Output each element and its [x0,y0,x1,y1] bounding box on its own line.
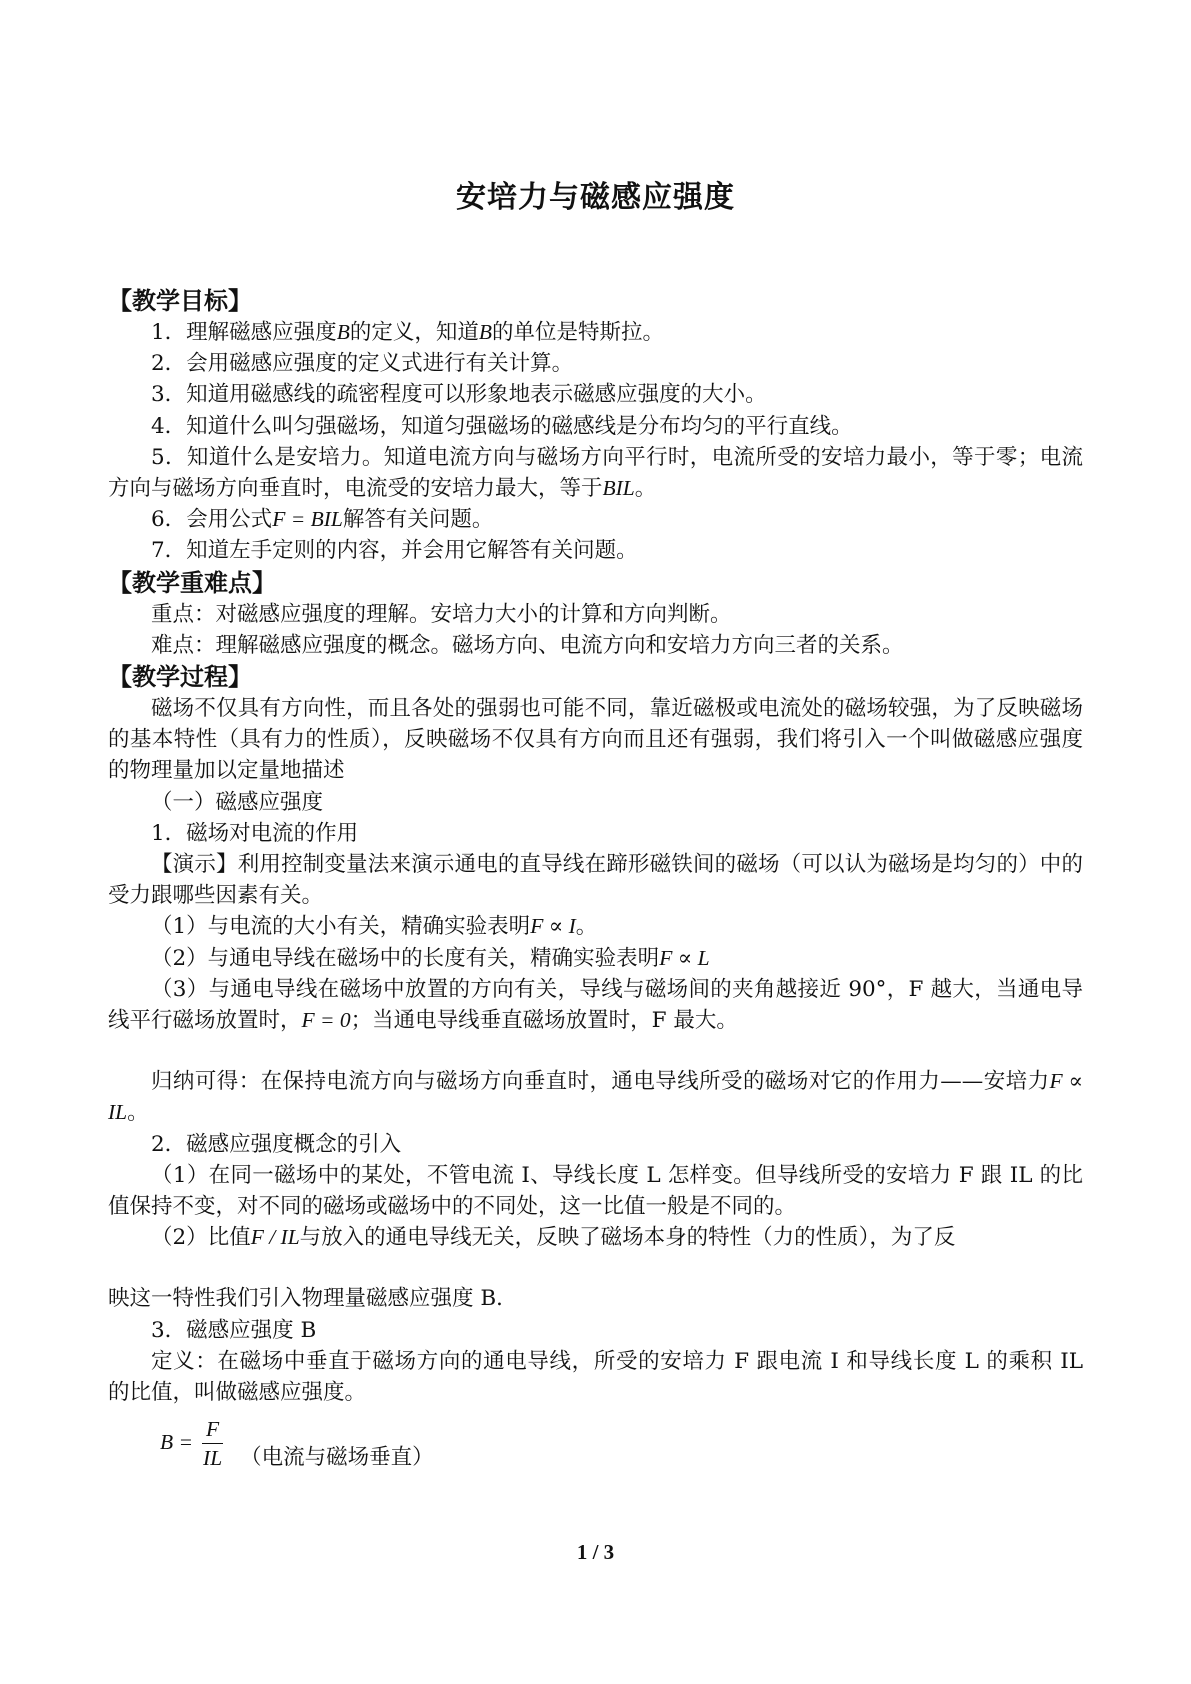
page-number: 1 / 3 [576,1540,615,1564]
spacer [108,1253,1083,1283]
finding-item: （3）与通电导线在磁场中放置的方向有关，导线与磁场间的夹角越接近 90°，F 越大，当通电导线平行磁场放置时，F = 0；当通电导线垂直磁场放置时，F 最大。 [108,976,1083,1034]
formula-numerator: F [202,1415,223,1444]
subsection-heading: 2．磁感应强度概念的引入 [151,1131,402,1157]
process-intro: 磁场不仅具有方向性，而且各处的强弱也可能不同，靠近磁极或电流处的磁场较强，为了反映磁场的基本特性（具有力的性质），反映磁场不仅具有方向而且还有强弱，我们将引入一个叫做磁感应强度的物理量加以定量地描述 [108,696,1083,784]
summary-paragraph: 归纳可得：在保持电流方向与磁场方向垂直时，通电导线所受的磁场对它的作用力——安培力F ∝ IL。 [108,1069,1083,1126]
spacer [108,1036,1083,1066]
formula-note: （电流与磁场垂直） [240,1445,434,1471]
definition-paragraph: 定义：在磁场中垂直于磁场方向的通电导线，所受的安培力 F 跟电流 I 和导线长度 L 的乘积 IL 的比值，叫做磁感应强度。 [108,1348,1083,1406]
finding-item: （1）与电流的大小有关，精确实验表明F ∝ I。 [151,914,598,940]
concept-paragraph-continued: 映这一特性我们引入物理量磁感应强度 B． [108,1286,518,1312]
formula-lhs: B = [160,1430,194,1455]
concept-paragraph: （2）比值F / IL与放入的通电导线无关，反映了磁场本身的特性（力的性质），为了反 [151,1225,956,1251]
keypoints-heading: 【教学重难点】 [108,568,276,597]
demo-paragraph: 【演示】利用控制变量法来演示通电的直导线在蹄形磁铁间的磁场（可以认为磁场是均匀的）中的受力跟哪些因素有关。 [108,852,1083,909]
part-heading: （一）磁感应强度 [151,789,324,815]
keypoint-difficulty: 难点：理解磁感应强度的概念。磁场方向、电流方向和安培力方向三者的关系。 [151,632,904,658]
subsection-heading: 3．磁感应强度 B [151,1317,317,1343]
concept-paragraph: （1）在同一磁场中的某处，不管电流 I、导线长度 L 怎样变。但导线所受的安培力 F 跟 IL 的比值保持不变，对不同的磁场或磁场中的不同处，这一比值一般是不同的。 [108,1162,1083,1220]
document-body [108,285,1083,1474]
objective-item: 1．理解磁感应强度B的定义，知道B的单位是特斯拉。 [151,320,664,345]
objective-item: 6．会用公式F = BIL解答有关问题。 [151,507,494,533]
finding-item: （2）与通电导线在磁场中的长度有关，精确实验表明F ∝ L [151,945,710,971]
objective-item: 3．知道用磁感线的疏密程度可以形象地表示磁感应强度的大小。 [151,382,767,408]
subsection-heading: 1．磁场对电流的作用 [151,820,359,846]
objectives-heading: 【教学目标】 [108,287,252,315]
objective-item: 7．知道左手定则的内容，并会用它解答有关问题。 [151,538,638,564]
objective-item: 4．知道什么叫匀强磁场，知道匀强磁场的磁感线是分布均匀的平行直线。 [151,413,853,439]
definition-formula [108,1414,1083,1473]
keypoint-focus: 重点：对磁感应强度的理解。安培力大小的计算和方向判断。 [151,601,732,627]
formula-fraction [199,1415,226,1472]
objective-item: 2．会用磁感应强度的定义式进行有关计算。 [151,351,574,377]
formula-denominator: IL [203,1446,223,1471]
process-heading: 【教学过程】 [108,663,252,692]
document-title: 安培力与磁感应强度 [456,180,735,215]
objective-item: 5．知道什么是安培力。知道电流方向与磁场方向平行时，电流所受的安培力最小，等于零；电流方向与磁场方向垂直时，电流受的安培力最大，等于BIL。 [108,444,1083,502]
